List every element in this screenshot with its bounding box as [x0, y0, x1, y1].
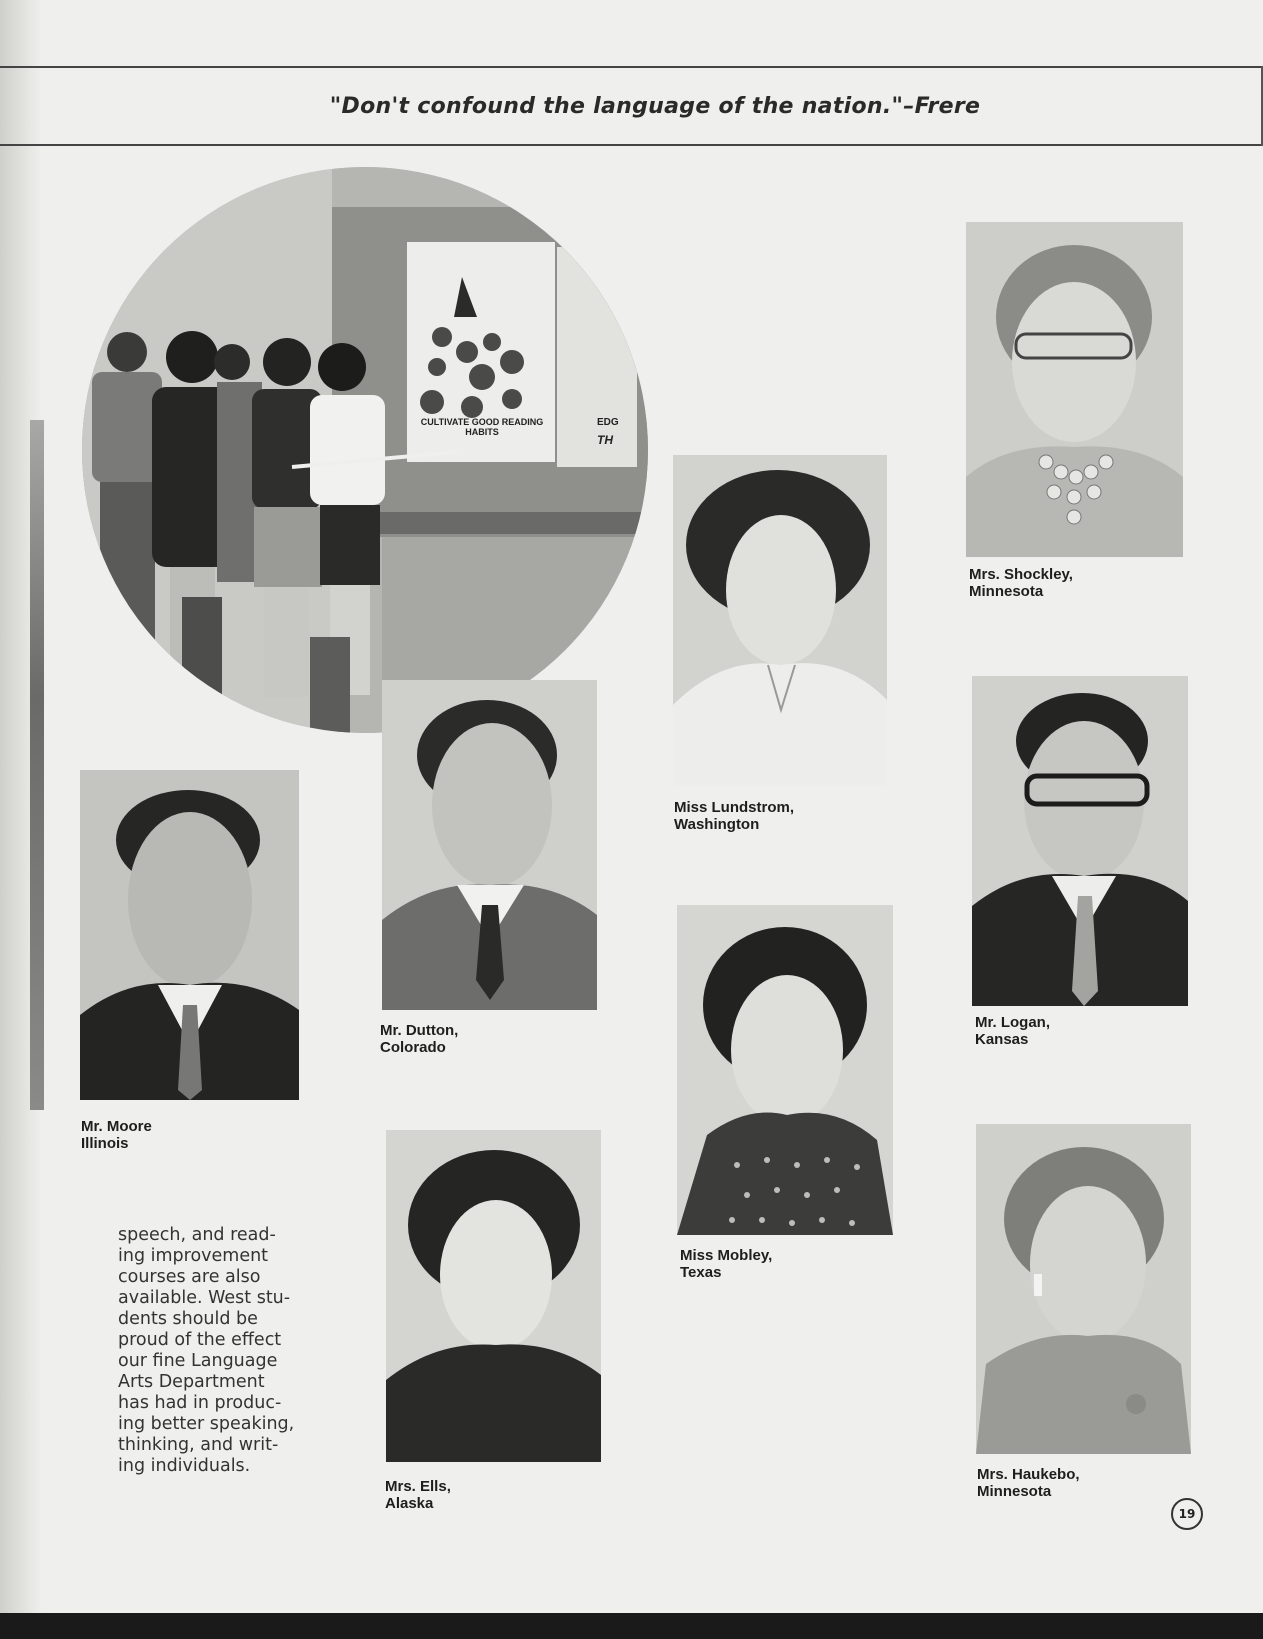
- banner-text: CULTIVATE GOOD READING HABITS: [420, 417, 544, 437]
- binding-shadow: [30, 420, 44, 1110]
- text-line: courses are also: [118, 1267, 261, 1287]
- caption-name: Mr. Dutton,: [380, 1022, 459, 1039]
- portrait-photo-moore: [80, 770, 299, 1100]
- caption-place: Kansas: [975, 1031, 1029, 1048]
- caption-moore: [81, 1118, 152, 1152]
- caption-place: Washington: [674, 816, 760, 833]
- text-line: dents should be: [118, 1309, 258, 1329]
- portrait-photo-shockley: [966, 222, 1183, 557]
- caption-mobley: [680, 1247, 772, 1281]
- caption-place: Colorado: [380, 1039, 446, 1056]
- caption-lundstrom: [674, 799, 794, 833]
- caption-shockley: [969, 566, 1073, 600]
- page-quote: "Don't confound the language of the nation."–Frere: [329, 94, 981, 119]
- caption-name: Miss Lundstrom,: [674, 799, 795, 816]
- caption-place: Texas: [680, 1264, 722, 1281]
- text-line: our fine Language: [118, 1351, 278, 1371]
- portrait-photo-logan: [972, 676, 1188, 1006]
- caption-place: Minnesota: [969, 583, 1044, 600]
- caption-logan: [975, 1014, 1050, 1048]
- banner-text-3: TH: [597, 433, 613, 447]
- caption-name: Mr. Logan,: [975, 1014, 1050, 1031]
- page-bottom-edge: [0, 1613, 1263, 1639]
- caption-name: Mrs. Haukebo,: [977, 1466, 1080, 1483]
- text-line: ing better speaking,: [118, 1414, 295, 1434]
- text-line: ing improvement: [118, 1246, 269, 1266]
- caption-haukebo: [977, 1466, 1080, 1500]
- banner-text-2: EDG: [597, 417, 619, 428]
- text-line: has had in produc-: [118, 1393, 282, 1413]
- text-line: available. West stu-: [118, 1288, 291, 1308]
- header-rule-top: [0, 66, 1263, 68]
- caption-name: Mrs. Shockley,: [969, 566, 1073, 583]
- caption-place: Minnesota: [977, 1483, 1052, 1500]
- caption-place: Illinois: [81, 1135, 129, 1152]
- text-line: proud of the effect: [118, 1330, 282, 1350]
- group-photo: [82, 167, 648, 733]
- text-line: thinking, and writ-: [118, 1435, 279, 1455]
- portrait-photo-ells: [386, 1130, 601, 1462]
- caption-dutton: [380, 1022, 458, 1056]
- caption-name: Miss Mobley,: [680, 1247, 773, 1264]
- page-number: 19: [1171, 1498, 1203, 1530]
- portrait-photo-haukebo: [976, 1124, 1191, 1454]
- caption-ells: [385, 1478, 451, 1512]
- caption-name: Mr. Moore: [81, 1118, 152, 1135]
- portrait-photo-mobley: [677, 905, 893, 1235]
- text-line: Arts Department: [118, 1372, 265, 1392]
- text-line: speech, and read-: [118, 1225, 276, 1245]
- portrait-photo-lundstrom: [673, 455, 887, 785]
- caption-place: Alaska: [385, 1495, 434, 1512]
- portrait-photo-dutton: [382, 680, 597, 1010]
- body-paragraph: [118, 1225, 304, 1477]
- caption-name: Mrs. Ells,: [385, 1478, 451, 1495]
- header-rule-bottom: [0, 144, 1263, 146]
- text-line: ing individuals.: [118, 1456, 251, 1476]
